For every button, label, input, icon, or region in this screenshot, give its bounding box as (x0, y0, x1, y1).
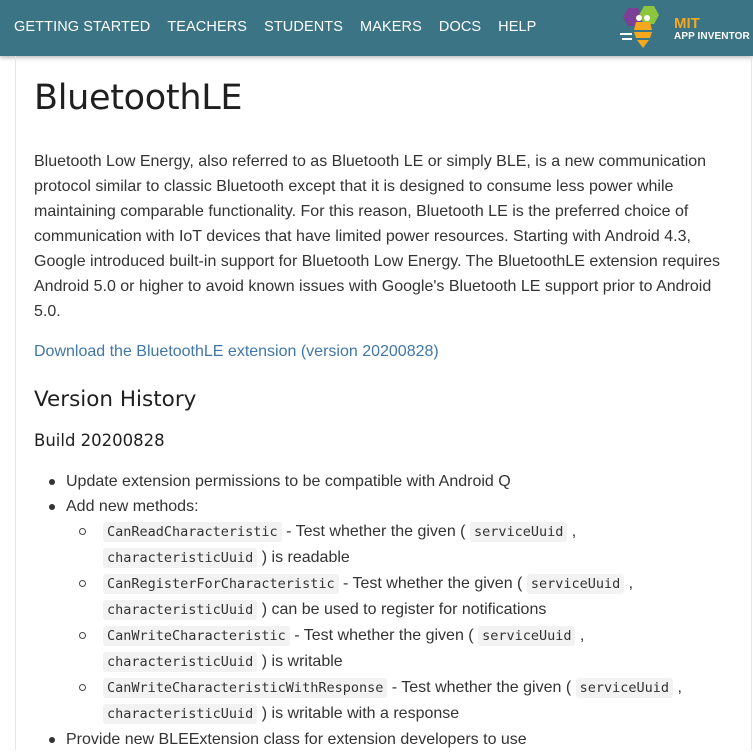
param-code: serviceUuid (527, 574, 624, 594)
list-item (34, 494, 734, 727)
param-code: serviceUuid (470, 522, 567, 542)
build-heading: Build 20200828 (34, 431, 165, 450)
changelog-list (34, 469, 734, 752)
method-desc: , (624, 575, 634, 592)
download-extension-link[interactable]: Download the BluetoothLE extension (version 20200828) (34, 343, 439, 360)
method-desc: , (673, 679, 682, 696)
method-desc: , (575, 627, 585, 644)
method-desc: ) is readable (257, 549, 350, 566)
list-item (34, 727, 734, 752)
list-item-text: Update extension permissions to be compatible with Android Q (66, 473, 511, 490)
methods-list (66, 519, 734, 727)
nav-help[interactable]: HELP (498, 19, 537, 35)
list-item (34, 469, 734, 494)
method-desc: ) is writable (257, 653, 343, 670)
method-item (66, 675, 734, 727)
method-item (66, 623, 734, 675)
nav-docs[interactable]: DOCS (438, 19, 482, 35)
app-inventor-logo[interactable] (614, 4, 753, 50)
page-title: BluetoothLE (34, 78, 243, 118)
method-item (66, 571, 734, 623)
method-desc: - Test whether the given ( (338, 575, 527, 592)
logo-app-inventor-text: APP INVENTOR (674, 31, 750, 42)
logo-mit-text: MIT (674, 15, 700, 32)
nav-students[interactable]: STUDENTS (264, 19, 344, 35)
param-code: serviceUuid (478, 626, 575, 646)
list-item-text: Provide new BLEExtension class for extension developers to use (66, 731, 527, 748)
list-item-text: Add new methods: (66, 498, 199, 515)
method-desc: - Test whether the given ( (289, 627, 479, 644)
method-desc: - Test whether the given ( (281, 523, 470, 540)
method-name: CanReadCharacteristic (103, 522, 282, 542)
nav-teachers[interactable]: TEACHERS (167, 19, 248, 35)
method-name: CanWriteCharacteristicWithResponse (103, 678, 387, 698)
version-history-heading: Version History (34, 387, 197, 412)
top-navigation-bar (0, 0, 753, 56)
method-name: CanRegisterForCharacteristic (103, 574, 339, 594)
bee-logo-icon (614, 4, 672, 50)
nav-makers[interactable]: MAKERS (360, 19, 422, 35)
main-nav (14, 19, 553, 35)
param-code: serviceUuid (576, 678, 673, 698)
param-code: characteristicUuid (103, 600, 257, 620)
method-desc: ) is writable with a response (257, 705, 460, 722)
method-desc: , (567, 523, 577, 540)
nav-getting-started[interactable]: GETTING STARTED (14, 19, 151, 35)
method-desc: ) can be used to register for notifications (257, 601, 547, 618)
method-name: CanWriteCharacteristic (103, 626, 290, 646)
param-code: characteristicUuid (103, 548, 257, 568)
method-item (66, 519, 734, 571)
param-code: characteristicUuid (103, 652, 257, 672)
method-desc: - Test whether the given ( (387, 679, 576, 696)
intro-paragraph: Bluetooth Low Energy, also referred to as Bluetooth LE or simply BLE, is a new communication protocol similar to classic Bluetooth except that it is designed to consume less power while maintaining comparable functionality. For this reason, Bluetooth LE is the preferred choice of communication with IoT devices that have limited power resources. Starting with Android 4.3, Google introduced built-in support for Bluetooth Low Energy. The BluetoothLE extension requires Android 5.0 or higher to avoid known issues with Google's Bluetooth LE support prior to Android 5.0. (34, 153, 721, 320)
param-code: characteristicUuid (103, 704, 257, 724)
